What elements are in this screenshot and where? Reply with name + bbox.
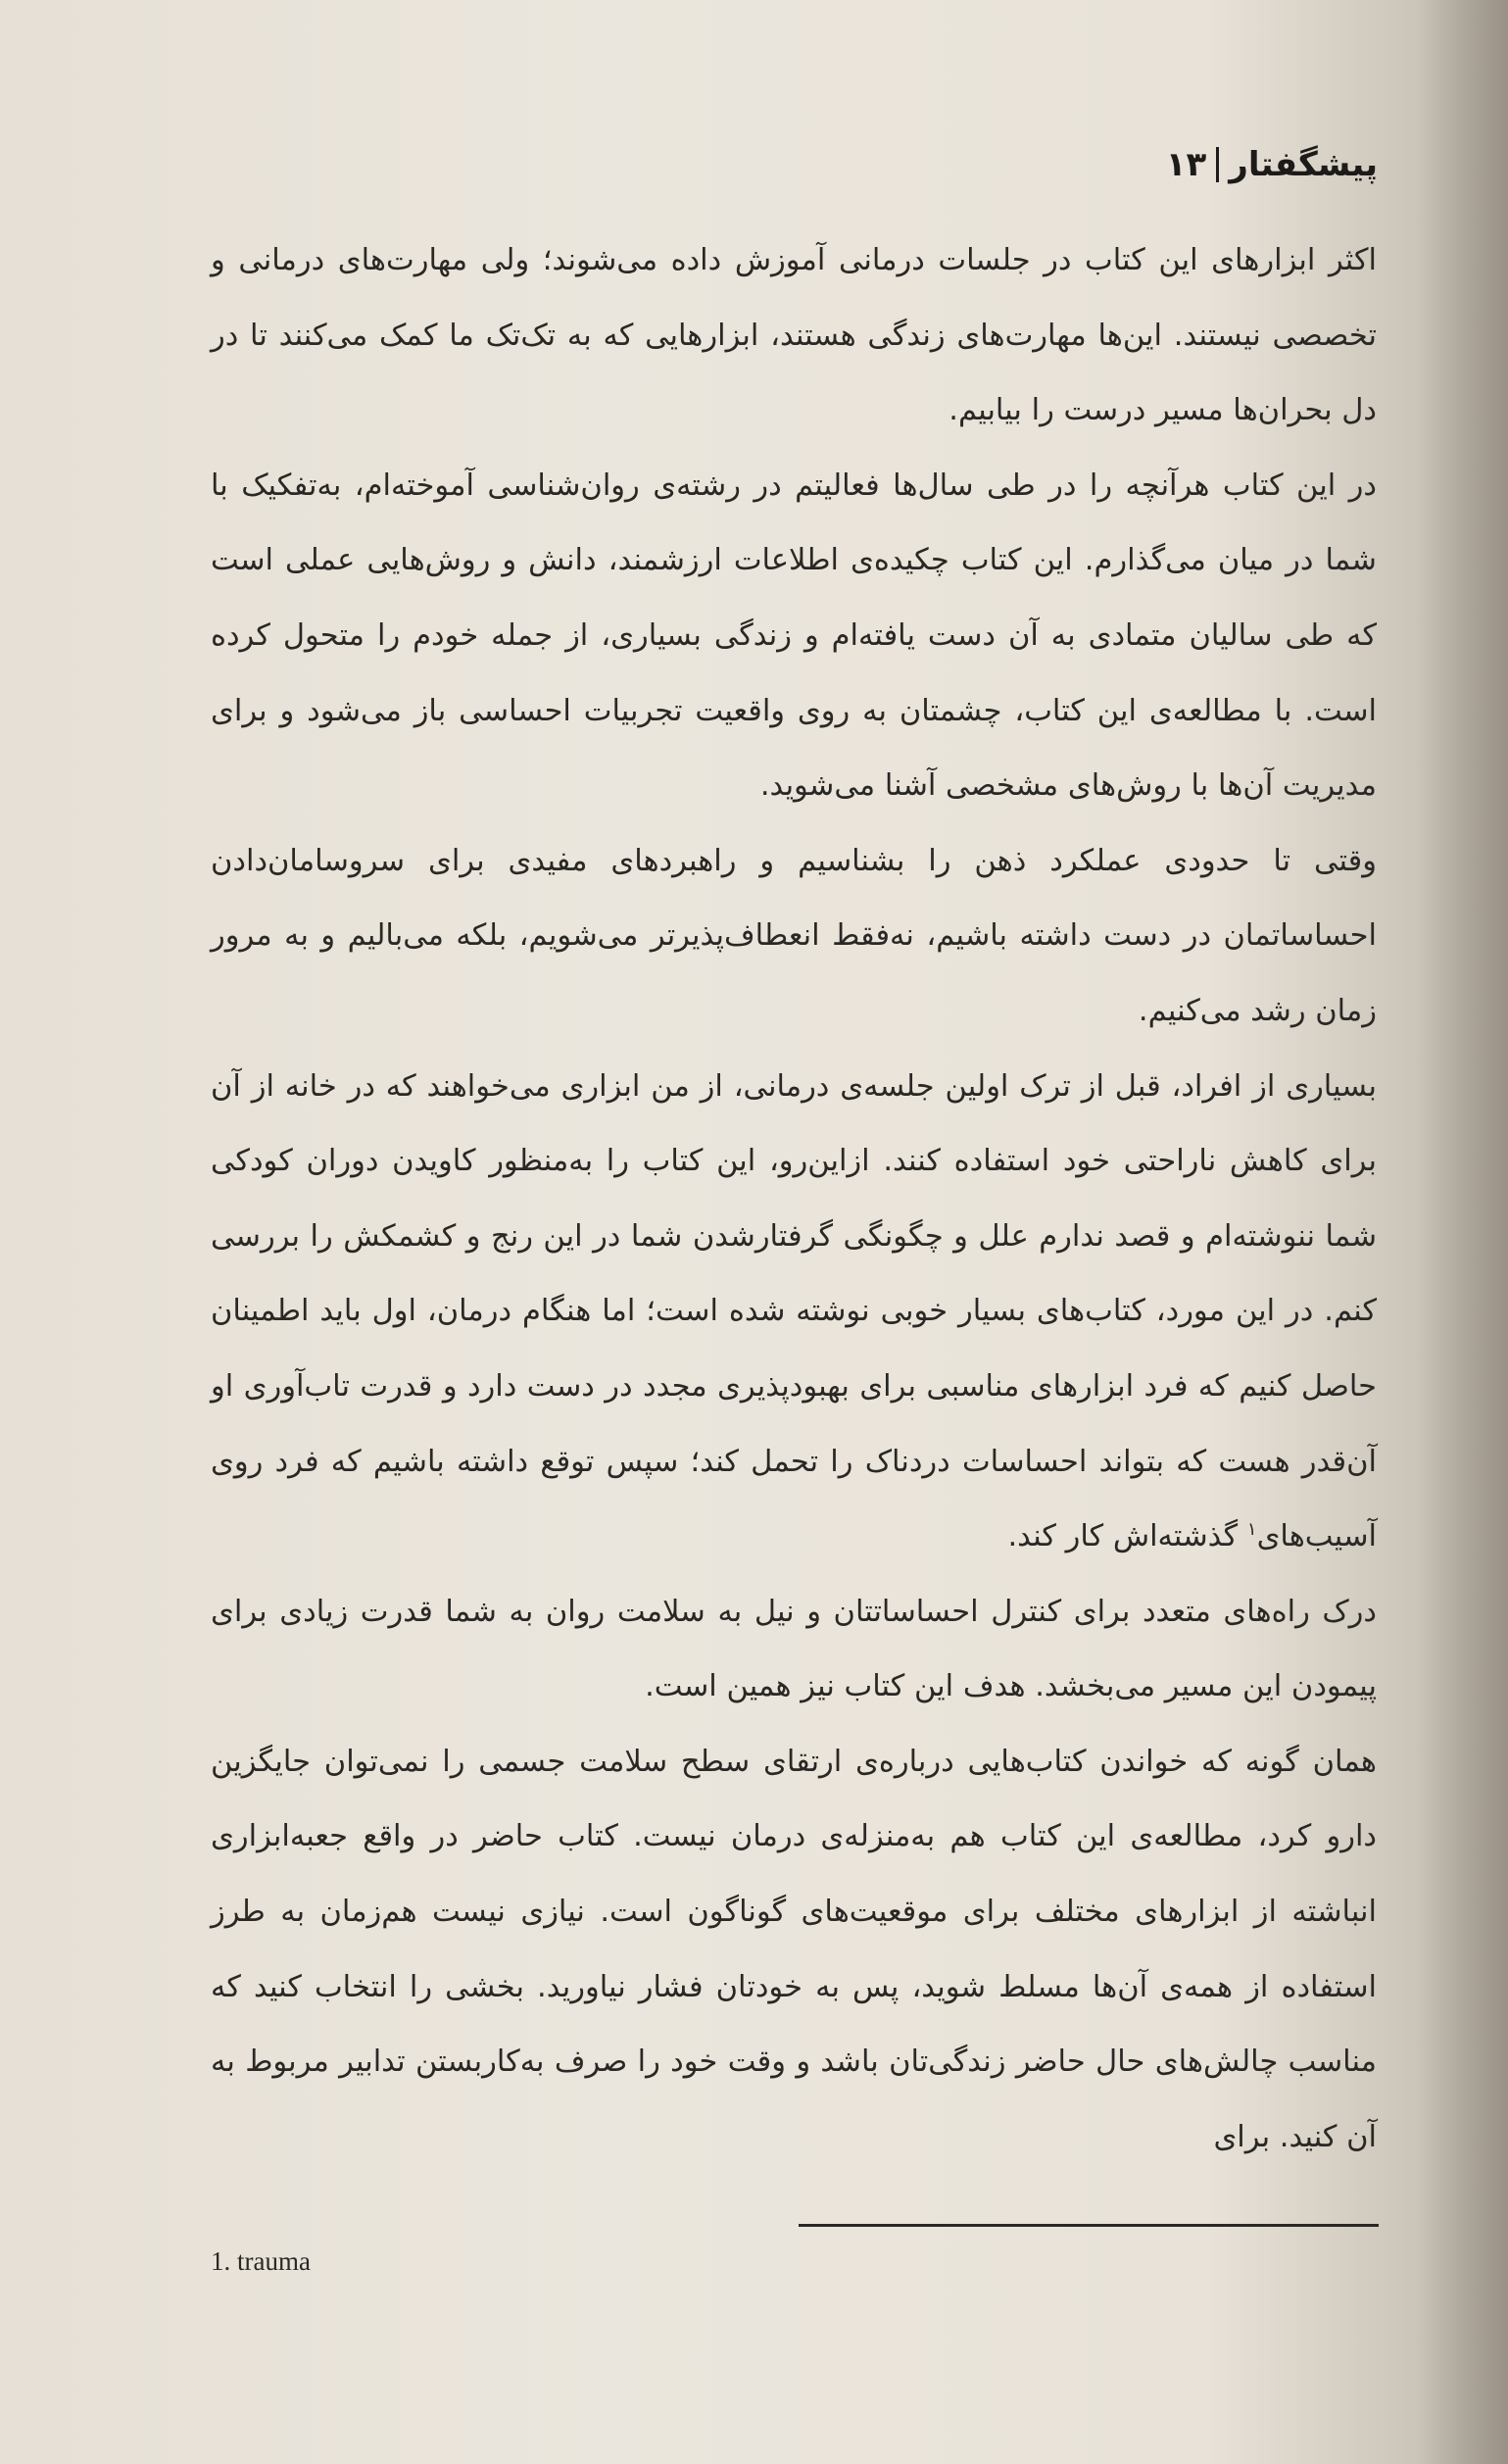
footnote-divider bbox=[799, 2224, 1379, 2227]
chapter-title: پیشگفتار bbox=[1229, 145, 1378, 184]
footnote-marker: ۱ bbox=[1246, 1518, 1257, 1540]
paragraph-2: در این کتاب هرآنچه را در طی سال‌ها فعالیتم در رشته‌ی روان‌شناسی آموخته‌ام، به‌تفکیک با شما در میان می‌گذارم. این کتاب چکیده‌ی اطلاعات ارزشمند، دانش و روش‌هایی عملی است که طی سالیان متمادی به آن دست یافته‌ام و زندگی بسیاری، از جمله خودم را متحول کرده است. با مطالعه‌ی این کتاب، چشمتان به روی واقعیت تجربیات احساسی باز می‌شود و برای مدیریت آن‌ها با روش‌های مشخصی آشنا می‌شوید. bbox=[211, 468, 1377, 804]
running-header bbox=[1166, 145, 1378, 184]
body-text bbox=[211, 223, 1377, 2175]
paragraph-6: همان گونه که خواندن کتاب‌هایی درباره‌ی ارتقای سطح سلامت جسمی را نمی‌توان جایگزین دارو کرد، مطالعه‌ی این کتاب هم به‌منزله‌ی درمان نیست. کتاب حاضر در واقع جعبه‌ابزاری انباشته از ابزارهای مختلف برای موقعیت‌های گوناگون است. نیازی نیست هم‌زمان به طرز استفاده از همه‌ی آن‌ها مسلط شوید، پس به خودتان فشار نیاورید. بخشی را انتخاب کنید که مناسب چالش‌های حال حاضر زندگی‌تان باشد و وقت خود را صرف به‌کاربستن تدابیر مربوط به آن کنید. برای bbox=[211, 1744, 1377, 2154]
paragraph-5: درک راه‌های متعدد برای کنترل احساساتتان و نیل به سلامت روان به شما قدرت زیادی برای پیمودن این مسیر می‌بخشد. هدف این کتاب نیز همین است. bbox=[211, 1594, 1377, 1704]
paragraph-4-text: بسیاری از افراد، قبل از ترک اولین جلسه‌ی درمانی، از من ابزاری می‌خواهند که در خانه از آن برای کاهش ناراحتی خود استفاده کنند. ازاین‌رو، این کتاب را به‌منظور کاویدن دوران کودکی شما ننوشته‌ام و قصد ندارم علل و چگونگی گرفتارشدن شما در این رنج و کشمکش را بررسی کنم. در این مورد، کتاب‌های بسیار خوبی نوشته شده است؛ اما هنگام درمان، اول باید اطمینان حاصل کنیم که فرد ابزارهای مناسبی برای بهبودپذیری مجدد در دست دارد و قدرت تاب‌آوری او آن‌قدر هست که بتواند احساسات دردناک را تحمل کند؛ سپس توقع داشته باشیم که فرد روی آسیب‌های bbox=[211, 1068, 1377, 1554]
paragraph-3: وقتی تا حدودی عملکرد ذهن را بشناسیم و راهبردهای مفیدی برای سروسامان‌دادن احساساتمان در دست داشته باشیم، نه‌فقط انعطاف‌پذیرتر می‌شویم، بلکه می‌بالیم و به مرور زمان رشد می‌کنیم. bbox=[211, 843, 1377, 1028]
paragraph-1: اکثر ابزارهای این کتاب در جلسات درمانی آموزش داده می‌شوند؛ ولی مهارت‌های درمانی و تخصصی نیستند. این‌ها مهارت‌های زندگی هستند، ابزارهایی که به تک‌تک ما کمک می‌کنند تا در دل بحران‌ها مسیر درست را بیابیم. bbox=[211, 243, 1377, 428]
footnote: 1. trauma bbox=[211, 2246, 311, 2276]
page-number: ۱۳ bbox=[1165, 145, 1207, 184]
header-separator bbox=[1216, 147, 1219, 182]
paragraph-4-ending: گذشته‌اش کار کند. bbox=[1007, 1519, 1247, 1554]
paragraph-4 bbox=[211, 1050, 1377, 1575]
page-gutter-shadow bbox=[1416, 0, 1508, 2464]
